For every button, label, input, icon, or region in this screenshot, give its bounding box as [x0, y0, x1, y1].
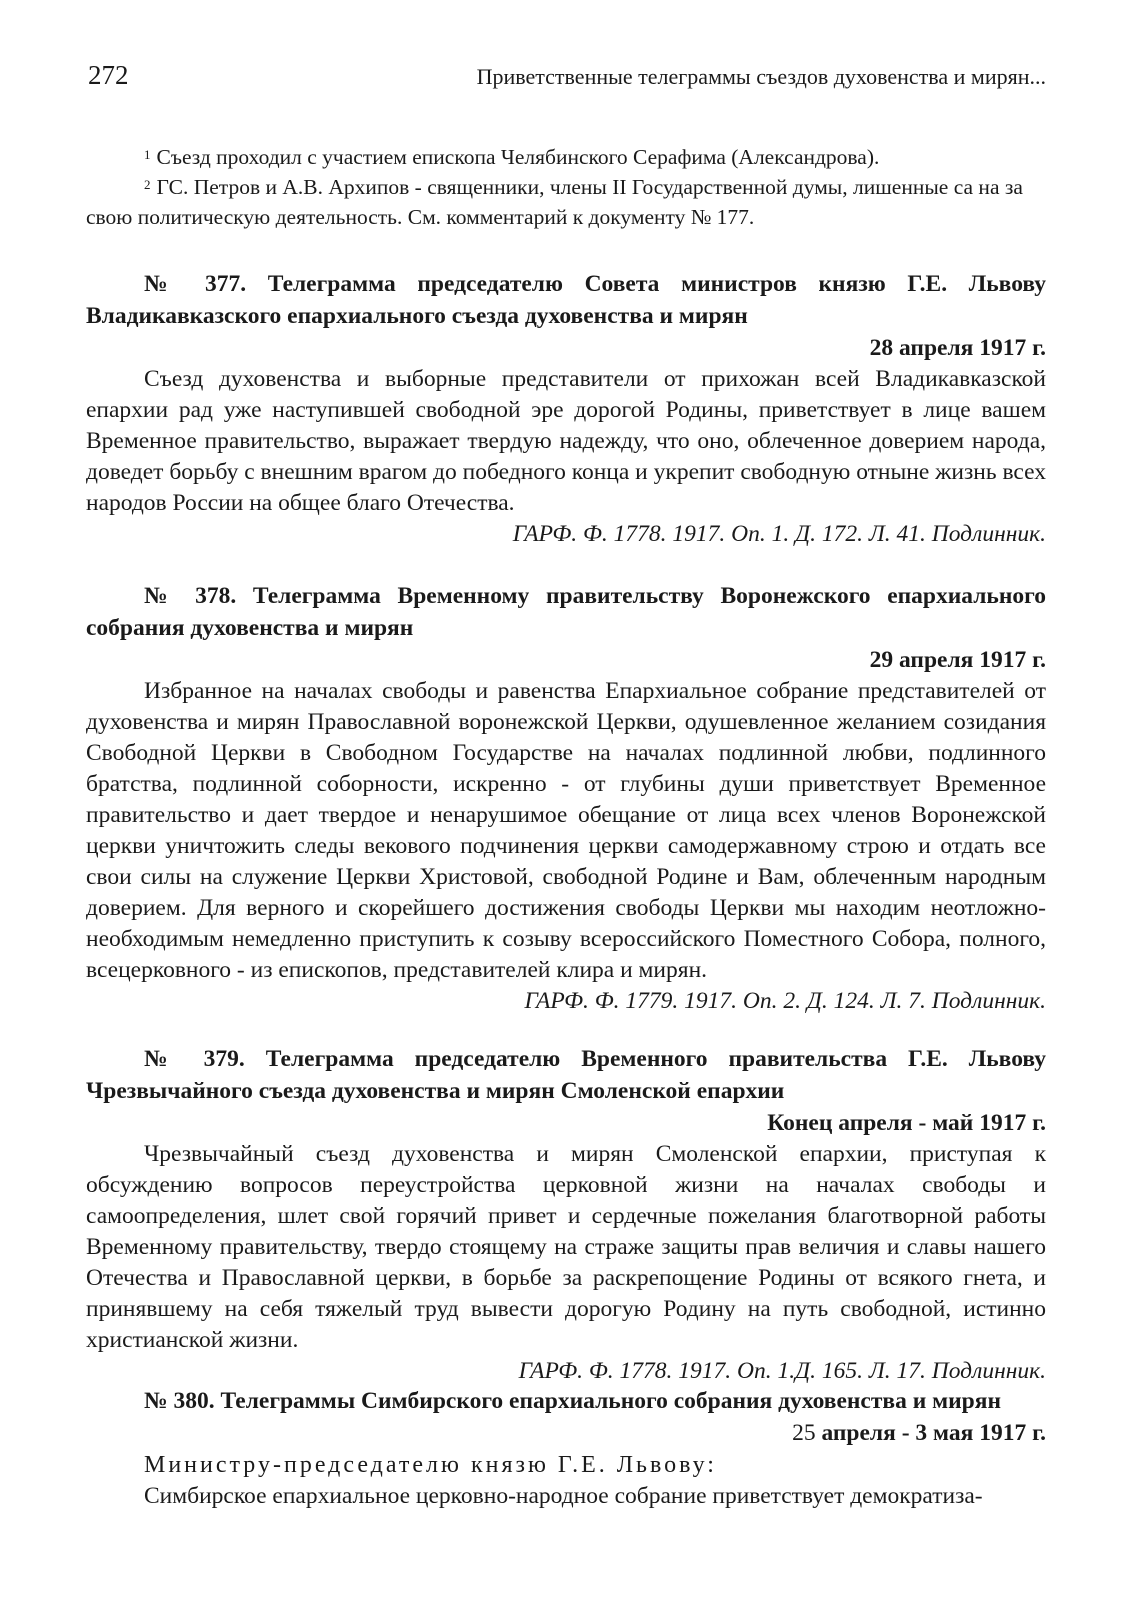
document-text: Чрезвычайный съезд духовенства и мирян Смоленской епархии, приступая к обсуждению вопросов переустройства церковной жизни на началах свободы и самоопределения, шлет свой горячий привет и сердечные пожелания благотворной работы Временному правительству, твердо стоящему на страже защиты прав величия и славы нашего Отечества и Православной церкви, в борьбе за раскрепощение Родины от всякого гнета, и принявшему на себя тяжелый труд вывести дорогую Родину на путь свободной, истинно христианской жизни.	[86, 1141, 1046, 1353]
archive-source: ГАРФ. Ф. 1778. 1917. Оп. 1. Д. 172. Л. 41. Подлинник.	[512, 521, 1046, 547]
document-date	[86, 1417, 1046, 1449]
document-text: Симбирское епархиальное церковно-народное собрание приветствует демократиза-	[144, 1483, 983, 1509]
document-text: Избранное на началах свободы и равенства Епархиальное собрание представителей от духовенства и мирян Православной воронежской Церкви, одушевленное желанием созидания Свободной Церкви в Свободном Государстве на началах подлинной любви, подлинного братства, подлинной соборности, искренно - от глубины души приветствует Временное правительство и дает твердое и ненарушимое обещание от лица всех членов Воронежской церкви уничтожить следы векового подчинения церкви самодержавному строю и отдать все свои силы на служение Церкви Христовой, свободной Родине и Вам, облеченным народным доверием. Для верного и скорейшего достижения свободы Церкви мы находим неотложно-необходимым немедленно приступить к созыву всероссийского Поместного Собора, полного, всецерковного - из епископов, представителей клира и мирян.	[86, 678, 1046, 983]
footnote-text: ГС. Петров и А.В. Архипов - священники, члены II Государственной думы, лишенные са на за свою политическую деятельность. См. комментарий к документу № 177.	[86, 175, 1023, 229]
archive-source: ГАРФ. Ф. 1778. 1917. Оп. 1.Д. 165. Л. 17. Подлинник.	[518, 1358, 1046, 1384]
addressee: Министру-председателю князю Г.Е. Львову:	[144, 1452, 717, 1478]
footnote-mark: 1	[144, 147, 151, 162]
footnote-text: Съезд проходил с участием епископа Челябинского Серафима (Александрова).	[156, 145, 880, 169]
document-date: 29 апреля 1917 г.	[869, 647, 1046, 673]
footnote-1	[86, 142, 1046, 172]
document-379	[86, 1043, 1046, 1387]
document-title: № 380. Телеграммы Симбирского епархиального собрания духовенства и мирян	[144, 1388, 1002, 1414]
footnotes	[86, 142, 1046, 232]
document-title: № 379. Телеграмма председателю Временного правительства Г.Е. Львову Чрезвычайного съезда духовенства и мирян Смоленской епархии	[86, 1046, 1046, 1104]
archive-source: ГАРФ. Ф. 1779. 1917. Оп. 2. Д. 124. Л. 7. Подлинник.	[524, 988, 1046, 1014]
document-title: № 378. Телеграмма Временному правительству Воронежского епархиального собрания духовенства и мирян	[86, 583, 1046, 641]
page-number: 272	[88, 60, 129, 90]
document-378	[86, 580, 1046, 1017]
date-rest: апреля - 3 мая 1917 г.	[821, 1420, 1046, 1446]
date-day: 25	[792, 1420, 816, 1446]
running-head	[86, 58, 1046, 94]
running-title: Приветственные телеграммы съездов духовенства и мирян...	[476, 64, 1046, 89]
document-380	[86, 1385, 1046, 1512]
document-title: № 377. Телеграмма председателю Совета министров князю Г.Е. Львову Владикавказского епархиального съезда духовенства и мирян	[86, 271, 1046, 329]
document-377	[86, 268, 1046, 550]
footnote-mark: 2	[144, 177, 151, 192]
document-date: Конец апреля - май 1917 г.	[767, 1110, 1046, 1136]
document-date: 28 апреля 1917 г.	[869, 335, 1046, 361]
document-text: Съезд духовенства и выборные представители от прихожан всей Владикавказской епархии рад уже наступившей свободной эре дорогой Родины, приветствует в лице вашем Временное правительство, выражает твердую надежду, что оно, облеченное доверием народа, доведет борьбу с внешним врагом до победного конца и укрепит свободную отныне жизнь всех народов России на общее благо Отечества.	[86, 366, 1046, 516]
footnote-2	[86, 172, 1046, 232]
